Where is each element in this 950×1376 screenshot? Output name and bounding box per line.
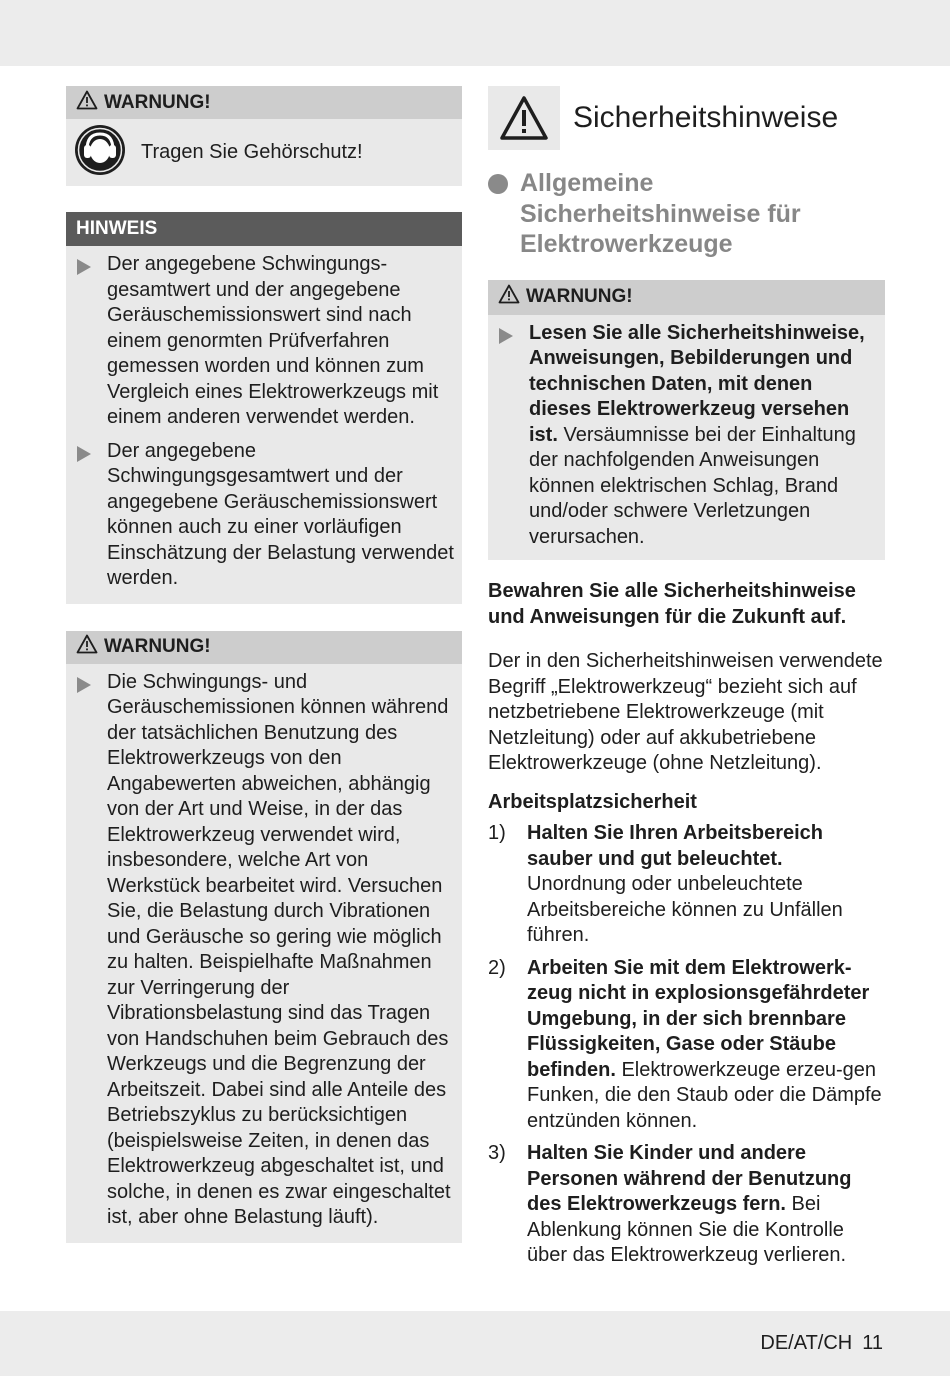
- list-item: [488, 956, 885, 1135]
- note-item-text: Der angegebene Schwingungs-gesamtwert und der angegebene Geräuschemissionswert sind nach einem genormten Prüfverfahren gemessen worden und können zum Vergleich eines Elektrowerkzeugs mit einem anderen verwendet werden.: [107, 253, 439, 428]
- item-text: [527, 821, 885, 949]
- item-text: [527, 956, 885, 1135]
- warning-header: [66, 86, 462, 119]
- warning-label: WARNUNG!: [526, 286, 633, 307]
- item-number: 3): [488, 1142, 506, 1164]
- page-footer: [760, 1332, 883, 1355]
- warning-label: WARNUNG!: [104, 636, 211, 657]
- warning-box-vibration: [66, 631, 462, 1243]
- item-number: 2): [488, 956, 506, 979]
- warning-header: [66, 631, 462, 664]
- warning-triangle-icon: [76, 634, 104, 660]
- hearing-protection-text: Tragen Sie Gehörschutz!: [141, 141, 363, 163]
- hearing-protection-row: [66, 119, 462, 186]
- section-heading: Arbeitsplatzsicherheit: [488, 790, 697, 813]
- item-regular-text: Bei Ablenkung können Sie die Kontrolle über das Elektrowerkzeug verlieren.: [527, 1193, 847, 1266]
- warning-bold-text: Lesen Sie alle Sicherheitshinweise, Anweisungen, Bebilderungen und technischen Daten, mit denen dieses Elektrowerkzeug versehen ist.: [529, 321, 865, 446]
- warning-triangle-icon: [488, 86, 560, 150]
- subheading: [488, 168, 885, 260]
- arrow-bullet-icon: [498, 321, 529, 551]
- warning-label: WARNUNG!: [104, 91, 211, 113]
- note-list: [66, 246, 462, 604]
- arrow-bullet-icon: [76, 252, 107, 431]
- left-column: [66, 86, 462, 1243]
- arrow-bullet-icon: [76, 439, 107, 592]
- warning-text: [529, 321, 877, 551]
- region-label: DE/AT/CH: [760, 1332, 853, 1354]
- circle-bullet-icon: [488, 174, 508, 194]
- item-regular-text: Elektrowerkzeuge erzeu-gen Funken, die den Staub oder die Dämpfe entzünden können.: [527, 1058, 882, 1132]
- item-bold-text: Halten Sie Kinder und andere Personen während der Benutzung des Elektrowerkzeugs fern.: [527, 1142, 852, 1215]
- page-number: 11: [862, 1332, 883, 1354]
- warning-header: [488, 280, 885, 315]
- list-item: [488, 821, 885, 949]
- warning-list: [488, 315, 885, 561]
- item-regular-text: Unordnung oder unbeleuchtete Arbeitsbereiche können zu Unfällen führen.: [527, 873, 843, 946]
- subheading-text: Allgemeine Sicherheitshinweise für Elektrowerkzeuge: [520, 169, 801, 258]
- section-title-row: [488, 86, 885, 150]
- warning-box-general: [488, 280, 885, 561]
- note-label: HINWEIS: [76, 218, 158, 239]
- note-header: [66, 212, 462, 246]
- list-item: [76, 670, 454, 1231]
- item-bold-text: Halten Sie Ihren Arbeitsbereich sauber und gut beleuchtet.: [527, 822, 824, 870]
- keep-instructions-notice: Bewahren Sie alle Sicherheitshinweise und Anweisungen für die Zukunft auf.: [488, 580, 856, 628]
- right-column: [488, 86, 885, 1276]
- page-title: Sicherheitshinweise: [573, 101, 839, 134]
- note-box: [66, 212, 462, 604]
- list-item: [76, 439, 454, 592]
- note-item-text: Der angegebene Schwingungsgesamtwert und der angegebene Geräuschemissionswert können auch zu einer vorläufigen Einschätzung der Belastung verwendet werden.: [107, 439, 454, 589]
- definition-paragraph: Der in den Sicherheitshinweisen verwendete Begriff „Elektrowerkzeug“ bezieht sich auf netzbetriebene Elektrowerkzeuge (mit Netzleitung) oder auf akkubetriebene Elektrowerkzeuge (ohne Netzleitung).: [488, 650, 883, 774]
- warning-list: [66, 664, 462, 1243]
- top-band: [0, 0, 950, 66]
- warning-regular-text: Versäumnisse bei der Einhaltung der nachfolgenden Anweisungen können elektrischen Schlag, Brand und/oder schwere Verletzungen verursachen.: [529, 423, 856, 548]
- item-text: [527, 1141, 885, 1269]
- ear-protection-icon: [74, 124, 126, 181]
- item-number: 1): [488, 822, 506, 844]
- arrow-bullet-icon: [76, 670, 107, 1231]
- numbered-list: [488, 821, 885, 1269]
- warning-box-hearing: [66, 86, 462, 186]
- warning-text: Die Schwingungs- und Geräuschemissionen können während der tatsächlichen Benutzung des Elektrowerkzeugs von den Angabewerten abweichen, abhängig von der Art und Weise, in der das Elektrowerkzeug verwendet wird, insbesondere, welche Art von Werkstück bearbeitet wird. Versuchen Sie, die Belastung durch Vibrationen und Geräusche so gering wie möglich zu halten. Beispielhafte Maßnahmen zur Verringerung der Vibrationsbelastung sind das Tragen von Handschuhen beim Gebrauch des Werkzeugs und die Begrenzung der Arbeitszeit. Dabei sind alle Anteile des Betriebszyklus zu berücksichtigen (beispielsweise Zeiten, in denen das Elektrowerkzeug abgeschaltet ist, und solche, in denen es zwar eingeschaltet ist, aber ohne Belastung läuft).: [107, 670, 451, 1228]
- list-item: [76, 252, 454, 431]
- list-item: [498, 321, 877, 551]
- warning-triangle-icon: [498, 284, 526, 310]
- warning-triangle-icon: [76, 90, 104, 116]
- list-item: [488, 1141, 885, 1269]
- item-bold-text: Arbeiten Sie mit dem Elektrowerk-zeug nicht in explosionsgefährdeter Umgebung, in der sich brennbare Flüssigkeiten, Gase oder Stäube befinden.: [527, 956, 870, 1081]
